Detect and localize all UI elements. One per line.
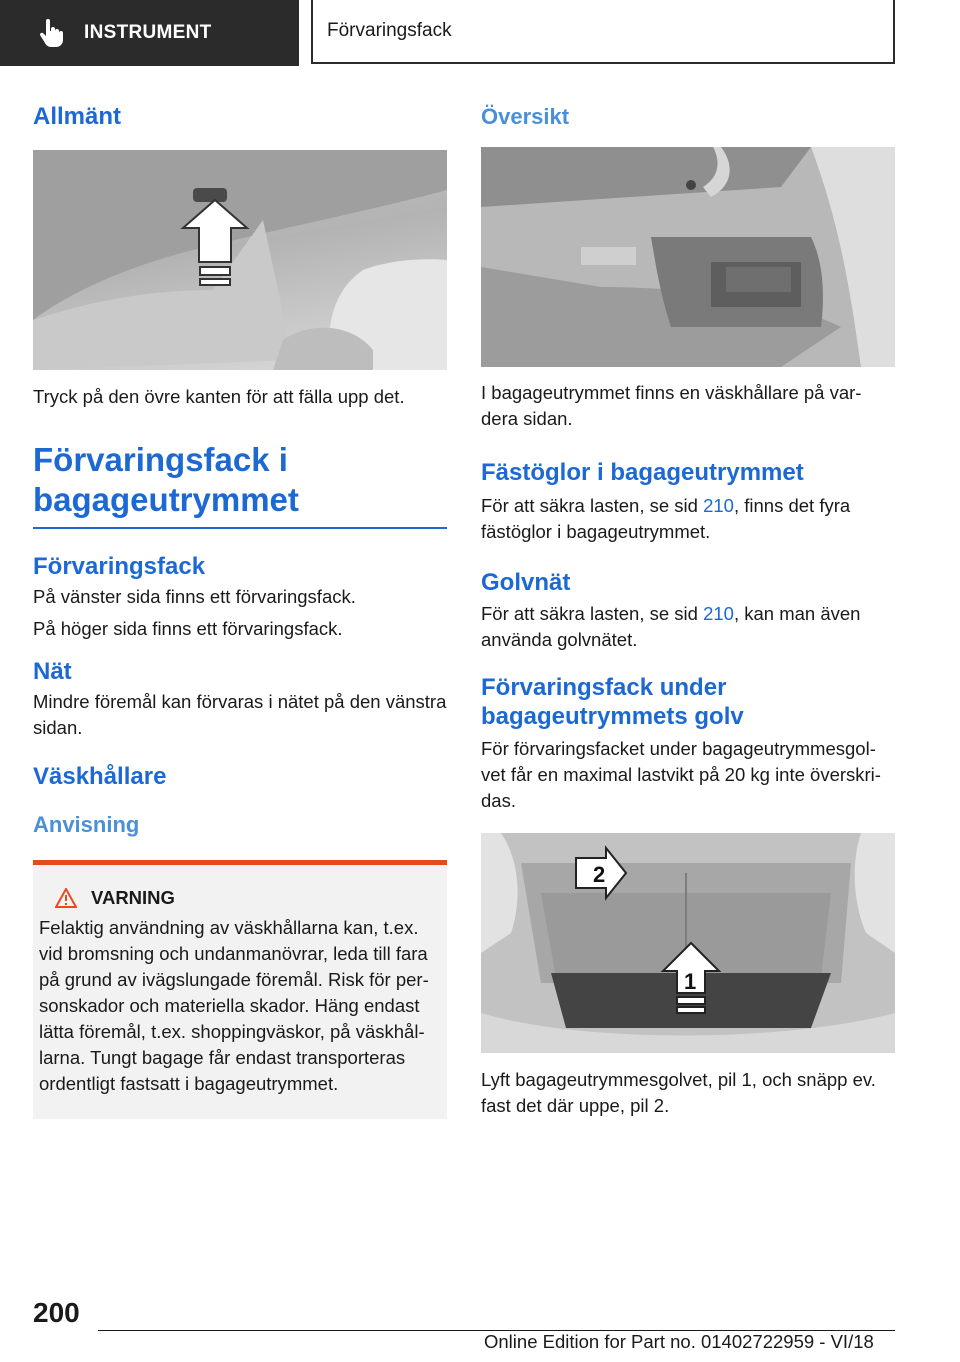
nat-heading: Nät bbox=[33, 658, 72, 685]
under-floor-heading-line1: Förvaringsfack under bbox=[481, 674, 727, 701]
warning-box bbox=[33, 860, 447, 1119]
trunk-overview-photo bbox=[481, 147, 895, 367]
lyft-caption: Lyft bagageutrymmesgolvet, pil 1, och snäpp ev. fast det där uppe, pil 2. bbox=[481, 1069, 876, 1116]
under-floor-text: För förvaringsfacket under bagageutrymmesgol- vet får en maximal lastvikt på 20 kg inte överskri- das. bbox=[481, 738, 881, 811]
golvnat-text: För att säkra lasten, se sid 210, kan man även använda golvnätet. bbox=[481, 603, 861, 650]
edition-text: Online Edition for Part no. 01402722959 - VI/18 bbox=[484, 1331, 874, 1352]
floor-arrow-1-label: 1 bbox=[684, 969, 697, 994]
warning-title: VARNING bbox=[91, 887, 175, 908]
headliner-photo bbox=[33, 150, 447, 370]
main-heading-line2: bagageutrymmet bbox=[33, 481, 299, 518]
allmant-heading: Allmänt bbox=[33, 103, 122, 130]
forvaringsfack-heading: Förvaringsfack bbox=[33, 553, 206, 580]
oversikt-caption: I bagageutrymmet finns en väskhållare på var- dera sidan. bbox=[481, 382, 862, 429]
section-tab[interactable] bbox=[311, 0, 895, 64]
page-link-210-golvnat[interactable]: 210 bbox=[703, 603, 734, 624]
heading-divider bbox=[33, 527, 447, 529]
warning-triangle-icon bbox=[55, 888, 77, 908]
anvisning-heading: Anvisning bbox=[33, 812, 140, 837]
chapter-tab[interactable] bbox=[0, 0, 299, 66]
forvaringsfack-right-text: På höger sida finns ett förvaringsfack. bbox=[33, 618, 343, 639]
main-heading-line1: Förvaringsfack i bbox=[33, 441, 288, 478]
vaskhallare-heading: Väskhållare bbox=[33, 763, 167, 790]
warning-text: Felaktig användning av väskhållarna kan, t.ex. vid bromsning och undanmanövrar, leda till fara på grund av ivägslungade föremål. Risk för per- sonskador och materiella skador. Häng endast lätta föremål, t.ex. shoppingväskor, på väskhål- larna. Tungt bagage får endast transporteras ordentligt fastsatt i bagageutrymmet. bbox=[39, 917, 429, 1094]
warning-title-row bbox=[39, 887, 437, 909]
page-link-210-fastoglor[interactable]: 210 bbox=[703, 495, 734, 516]
page-header bbox=[0, 0, 960, 66]
trunk-floor-photo bbox=[481, 833, 895, 1053]
pointing-hand-icon bbox=[36, 18, 66, 48]
right-column bbox=[481, 90, 895, 1119]
under-floor-heading-line2: bagageutrymmets golv bbox=[481, 703, 744, 730]
chapter-label: INSTRUMENT bbox=[84, 22, 212, 43]
section-label: Förvaringsfack bbox=[327, 20, 452, 41]
main-heading bbox=[33, 440, 447, 520]
under-floor-heading bbox=[481, 673, 895, 731]
forvaringsfack-left-text: På vänster sida finns ett förvaringsfack. bbox=[33, 586, 356, 607]
fastoglor-text: För att säkra lasten, se sid 210, finns det fyra fästöglor i bagageutrymmet. bbox=[481, 495, 851, 542]
left-column bbox=[33, 90, 447, 1119]
golvnat-heading: Golvnät bbox=[481, 569, 571, 596]
nat-text: Mindre föremål kan förvaras i nätet på den vänstra sidan. bbox=[33, 691, 447, 738]
floor-arrow-2-label: 2 bbox=[593, 862, 606, 887]
page-number: 200 bbox=[33, 1297, 80, 1328]
oversikt-heading: Översikt bbox=[481, 104, 570, 129]
allmant-caption: Tryck på den övre kanten för att fälla upp det. bbox=[33, 386, 405, 407]
fastoglor-heading: Fästöglor i bagageutrymmet bbox=[481, 459, 804, 486]
